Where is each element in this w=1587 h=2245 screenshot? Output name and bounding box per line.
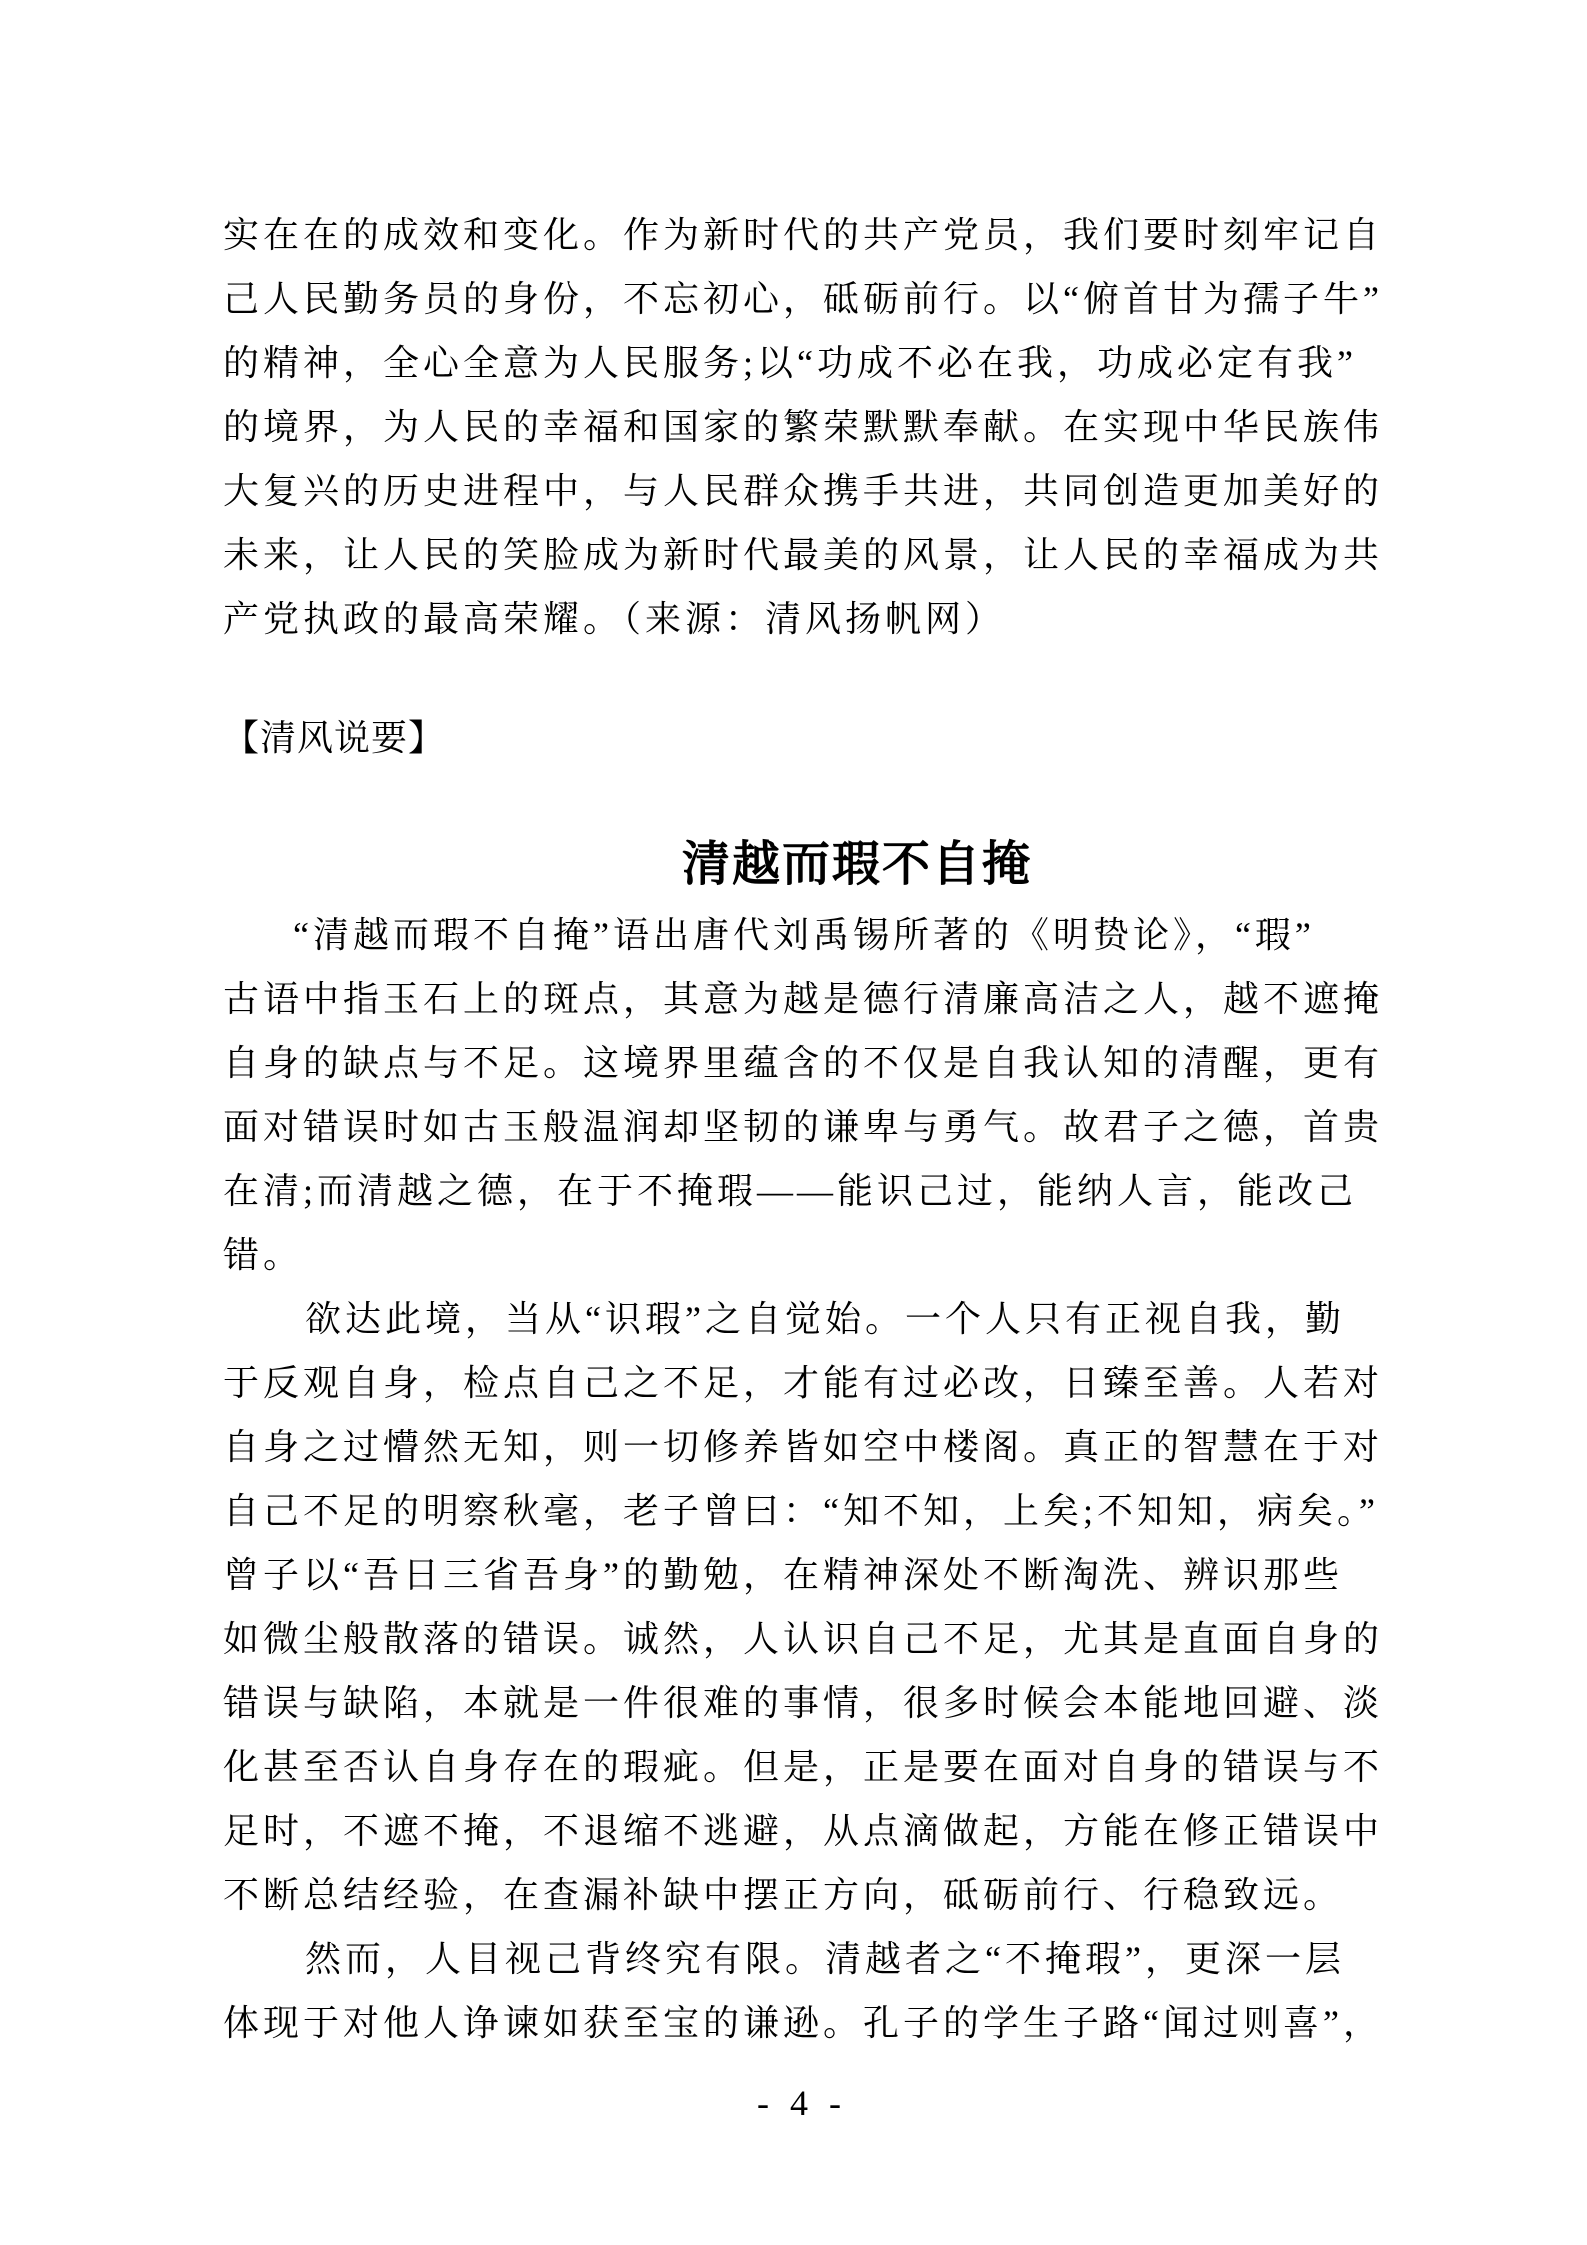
body-line: 如微尘般散落的错误。诚然，人认识自己不足，尤其是直面自身的 [223, 1619, 1384, 1659]
body-line: 己人民勤务员的身份，不忘初心，砥砺前行。以“俯首甘为孺子牛” [223, 279, 1383, 319]
body-line: 错。 [223, 1235, 304, 1275]
body-line: 足时，不遮不掩，不退缩不逃避，从点滴做起，方能在修正错误中 [223, 1811, 1384, 1851]
body-line: 自己不足的明察秋毫，老子曾曰：“知不知，上矣;不知知，病矣。” [223, 1491, 1379, 1531]
body-line: 然而，人目视己背终究有限。清越者之“不掩瑕”，更深一层 [305, 1939, 1345, 1979]
body-line: 古语中指玉石上的斑点，其意为越是德行清廉高洁之人，越不遮掩 [223, 979, 1384, 1019]
section-label: 【清风说要】 [223, 718, 446, 758]
body-line: 于反观自身，检点自己之不足，才能有过必改，日臻至善。人若对 [223, 1363, 1384, 1403]
body-line: 自身之过懵然无知，则一切修养皆如空中楼阁。真正的智慧在于对 [223, 1427, 1384, 1467]
paragraph-2 [223, 903, 1384, 1287]
body-line: 自身的缺点与不足。这境界里蕴含的不仅是自我认知的清醒，更有 [223, 1043, 1384, 1083]
paragraph-4 [223, 1927, 1381, 2055]
body-line: 产党执政的最高荣耀。（来源：清风扬帆网） [223, 599, 1006, 639]
body-line: 化甚至否认自身存在的瑕疵。但是，正是要在面对自身的错误与不 [223, 1747, 1384, 1787]
body-line: “清越而瑕不自掩”语出唐代刘禹锡所著的《明贽论》，“瑕” [293, 915, 1315, 955]
body-line: 未来，让人民的笑脸成为新时代最美的风景，让人民的幸福成为共 [223, 535, 1384, 575]
text-column [223, 203, 1384, 2135]
body-line: 错误与缺陷，本就是一件很难的事情，很多时候会本能地回避、淡 [223, 1683, 1384, 1723]
body-line: 的境界，为人民的幸福和国家的繁荣默默奉献。在实现中华民族伟 [223, 407, 1384, 447]
body-line: 不断总结经验，在查漏补缺中摆正方向，砥砺前行、行稳致远。 [223, 1875, 1344, 1915]
body-line: 曾子以“吾日三省吾身”的勤勉，在精神深处不断淘洗、辨识那些 [223, 1555, 1343, 1595]
body-line: 在清;而清越之德，在于不掩瑕——能识己过，能纳人言，能改己 [223, 1171, 1358, 1211]
paragraph-3 [223, 1287, 1384, 1927]
paragraph-1 [223, 203, 1384, 651]
article-title: 清越而瑕不自掩 [681, 838, 1032, 891]
body-line: 欲达此境，当从“识瑕”之自觉始。一个人只有正视自我，勤 [305, 1299, 1345, 1339]
page-number: - 4 - [757, 2083, 847, 2123]
body-line: 实在在的成效和变化。作为新时代的共产党员，我们要时刻牢记自 [223, 215, 1384, 255]
body-line: 的精神，全心全意为人民服务;以“功成不必在我，功成必定有我” [223, 343, 1357, 383]
body-line: 面对错误时如古玉般温润却坚韧的谦卑与勇气。故君子之德，首贵 [223, 1107, 1384, 1147]
body-line: 体现于对他人诤谏如获至宝的谦逊。孔子的学生子路“闻过则喜”， [223, 2003, 1383, 2043]
body-line: 大复兴的历史进程中，与人民群众携手共进，共同创造更加美好的 [223, 471, 1384, 511]
